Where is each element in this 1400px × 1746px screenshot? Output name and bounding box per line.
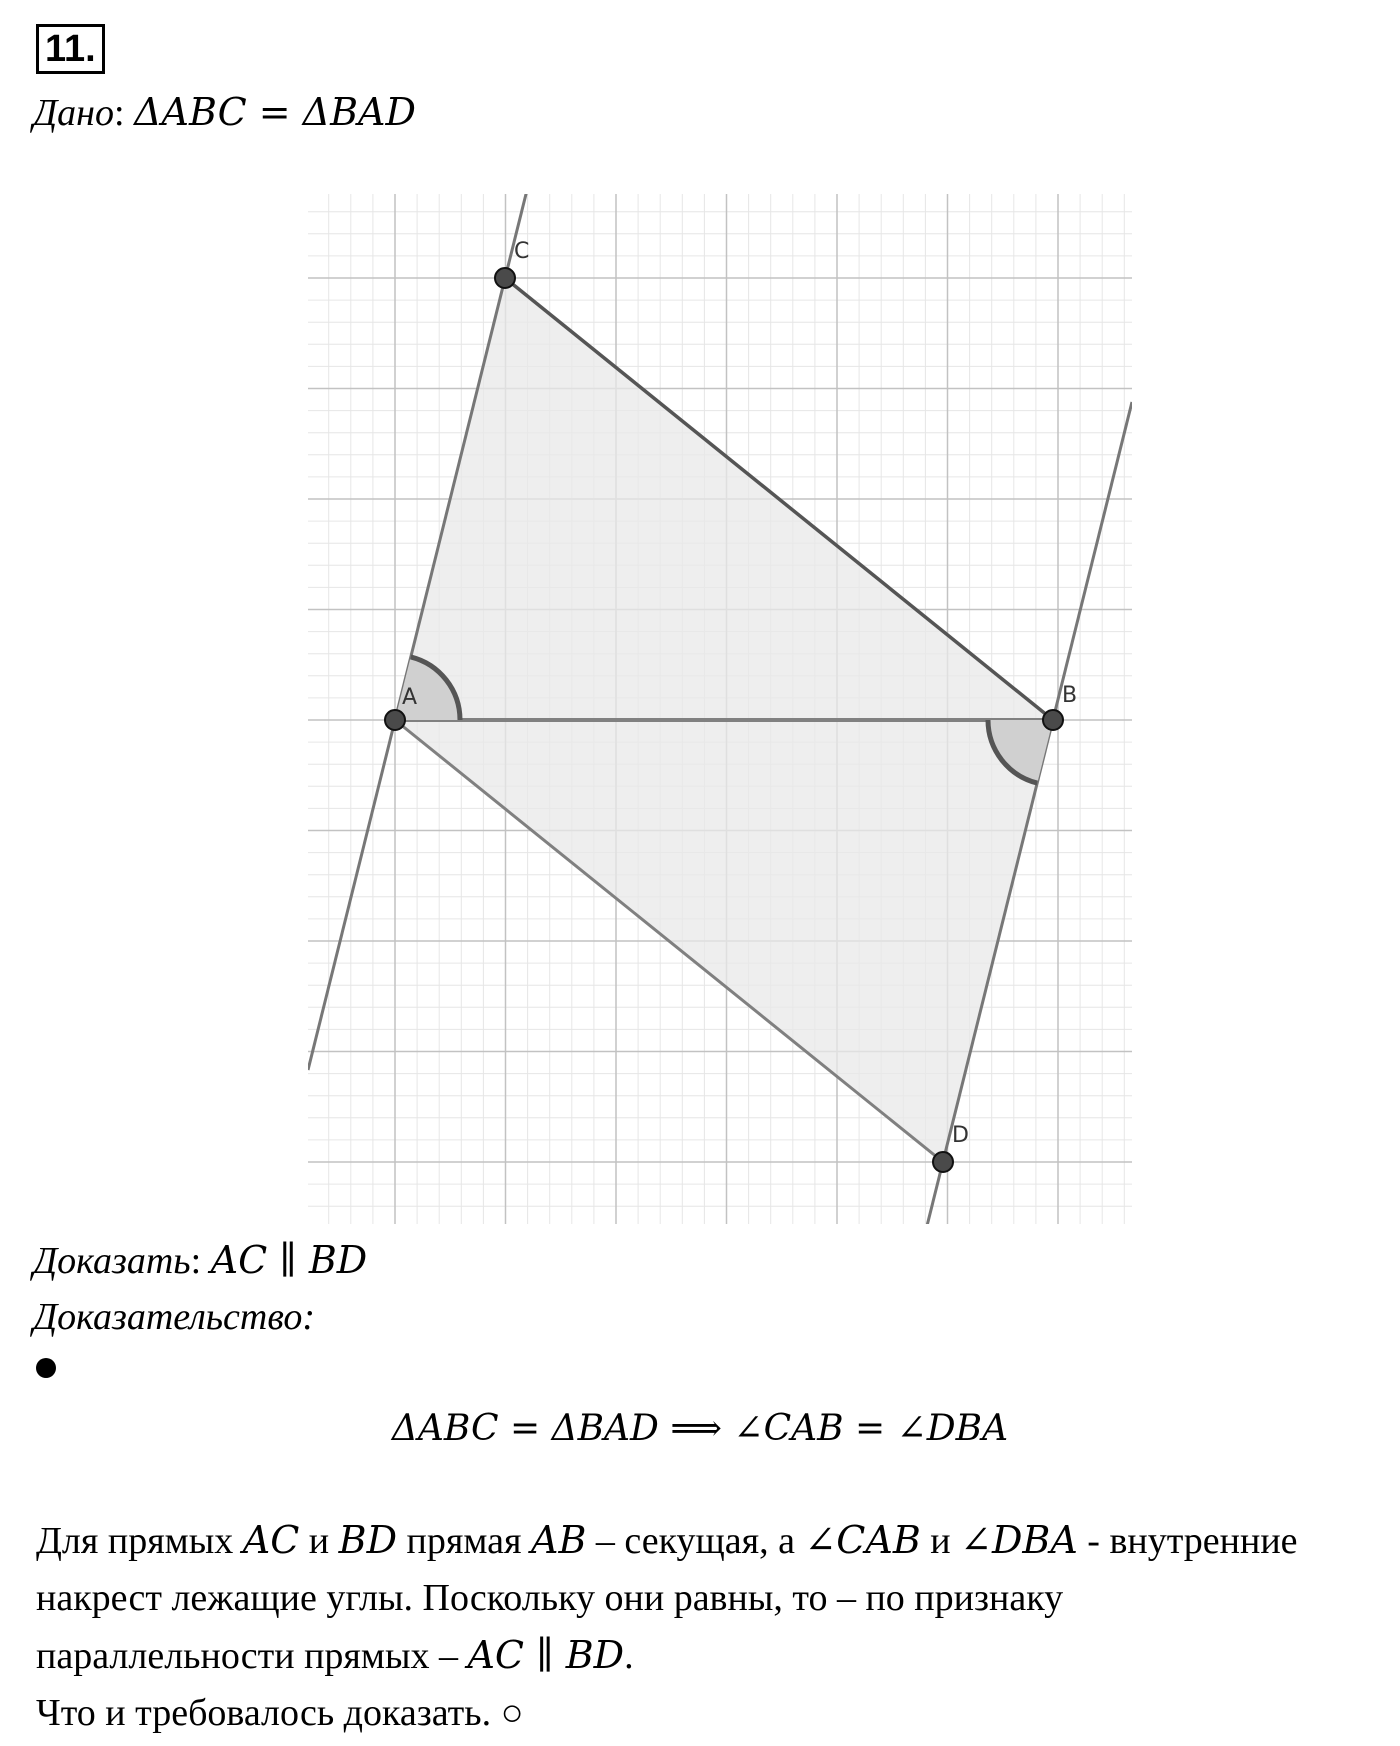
prove-statement: AC ∥ BD <box>210 1238 368 1282</box>
prove-separator: : <box>190 1240 202 1282</box>
prove-line <box>33 1238 367 1283</box>
text: параллельности прямых – <box>36 1635 468 1677</box>
proof-heading: Доказательство: <box>33 1296 316 1338</box>
proof-formula: ΔABC = ΔBAD ⟹ ∠CAB = ∠DBA <box>391 1408 1009 1449</box>
bullet-point <box>36 1358 56 1378</box>
geometry-figure <box>300 190 1140 1230</box>
proof-line-1 <box>36 1512 1386 1570</box>
math-ac: AC <box>242 1518 300 1562</box>
math-conclusion: AC ∥ BD <box>467 1633 625 1677</box>
math-angle-cab: ∠CAB <box>804 1518 921 1562</box>
text: и <box>920 1520 961 1562</box>
given-separator: : <box>114 92 125 134</box>
point-a-label: A <box>402 685 418 710</box>
point-b-label: B <box>1062 683 1078 708</box>
text: прямая <box>397 1520 531 1562</box>
math-ab: AB <box>531 1518 587 1562</box>
proof-line-3 <box>36 1627 1386 1685</box>
given-label: Дано <box>33 92 115 134</box>
text: и <box>299 1520 339 1562</box>
prove-label: Доказать <box>33 1240 191 1282</box>
given-statement: ΔABC = ΔBAD <box>134 90 416 134</box>
problem-number: 11. <box>36 24 105 74</box>
point-d-label: D <box>952 1123 969 1148</box>
given-line <box>33 90 416 135</box>
text: – секущая, а <box>586 1520 805 1562</box>
text: . <box>624 1635 634 1677</box>
math-bd: BD <box>338 1518 398 1562</box>
math-angle-dba: ∠DBA <box>960 1518 1078 1562</box>
proof-line-4: Что и требовалось доказать. ○ <box>36 1692 524 1734</box>
point-c-label: C <box>514 239 530 264</box>
text: Для прямых <box>36 1520 243 1562</box>
text: - внутренние <box>1077 1520 1298 1562</box>
proof-paragraph <box>36 1512 1386 1742</box>
proof-line-2: накрест лежащие углы. Поскольку они равны, то – по признаку <box>36 1577 1064 1619</box>
